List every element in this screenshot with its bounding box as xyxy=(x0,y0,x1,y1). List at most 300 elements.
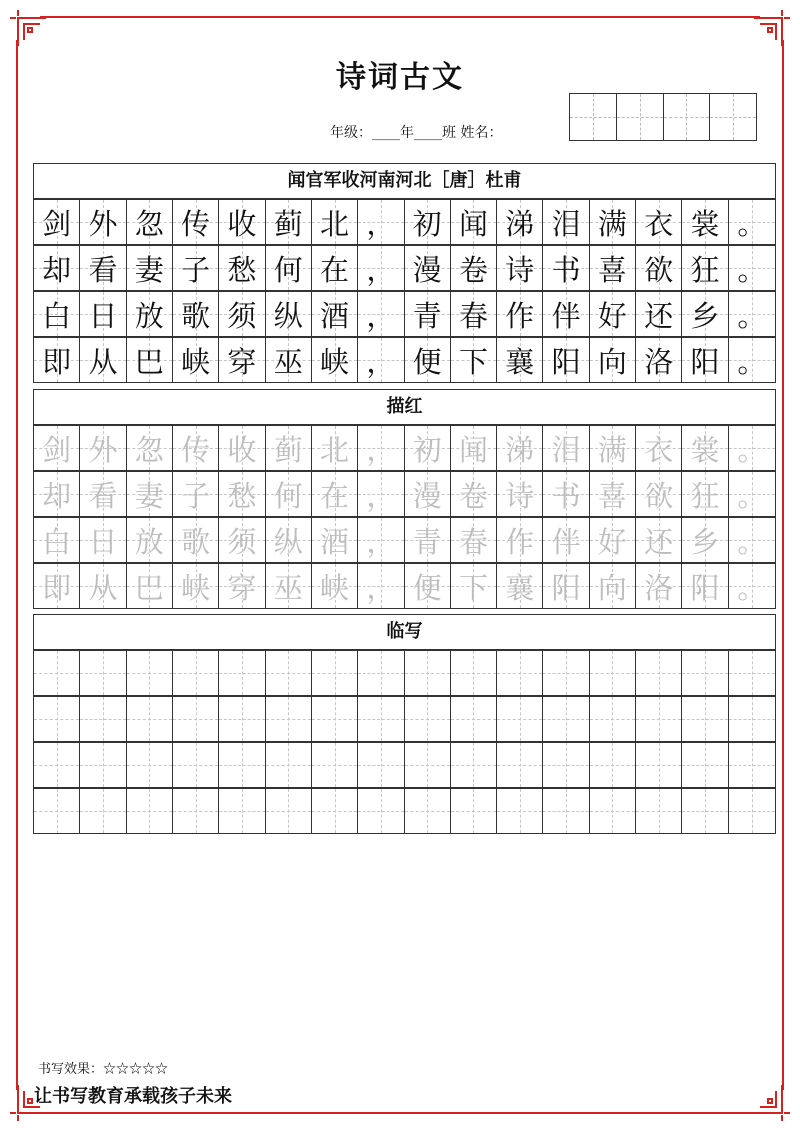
practice-cell[interactable] xyxy=(127,743,173,787)
practice-cell[interactable] xyxy=(219,743,265,787)
practice-cell[interactable] xyxy=(636,743,682,787)
poem-cell xyxy=(80,200,126,244)
practice-cell[interactable] xyxy=(451,651,497,695)
practice-cell[interactable] xyxy=(34,743,80,787)
poem-cell xyxy=(173,292,219,336)
name-cell[interactable] xyxy=(710,94,756,140)
practice-cell[interactable] xyxy=(80,789,126,833)
poem-cell xyxy=(543,246,589,290)
trace-cell-char: 。 xyxy=(737,524,767,559)
trace-cell[interactable] xyxy=(358,426,404,470)
trace-cell[interactable] xyxy=(451,472,497,516)
poem-cell xyxy=(497,338,543,382)
trace-line-row[interactable] xyxy=(33,563,776,609)
trace-cell[interactable] xyxy=(34,426,80,470)
trace-cell[interactable] xyxy=(451,564,497,608)
trace-cell[interactable] xyxy=(312,426,358,470)
trace-cell-char: 青 xyxy=(412,524,442,559)
trace-cell[interactable] xyxy=(497,426,543,470)
poem-cell-char: 巫 xyxy=(273,344,303,379)
practice-cell[interactable] xyxy=(312,743,358,787)
poem-cell-char: 歌 xyxy=(181,298,211,333)
frame-right xyxy=(782,40,784,1090)
practice-cell[interactable] xyxy=(543,651,589,695)
grade-blank[interactable]: ____ xyxy=(372,125,400,141)
poem-line-row xyxy=(33,245,776,291)
poem-cell-char: 却 xyxy=(42,252,72,287)
poem-cell xyxy=(127,246,173,290)
poem-cell-char: 须 xyxy=(227,298,257,333)
practice-cell[interactable] xyxy=(312,651,358,695)
trace-cell[interactable] xyxy=(312,472,358,516)
poem-cell-char: 峡 xyxy=(181,344,211,379)
trace-line-row[interactable] xyxy=(33,425,776,471)
class-label: 班 xyxy=(442,125,456,141)
poem-cell-char: 即 xyxy=(42,344,72,379)
trace-cell[interactable] xyxy=(219,472,265,516)
poem-cell xyxy=(173,200,219,244)
trace-cell[interactable] xyxy=(266,472,312,516)
poem-cell-char: 书 xyxy=(551,252,581,287)
trace-cell[interactable] xyxy=(451,426,497,470)
grade-label: 年级： xyxy=(330,125,372,141)
trace-cell[interactable] xyxy=(80,426,126,470)
trace-cell-char: 衣 xyxy=(644,432,674,467)
poem-cell xyxy=(636,292,682,336)
trace-cell[interactable] xyxy=(636,426,682,470)
poem-cell xyxy=(590,338,636,382)
practice-cell[interactable] xyxy=(590,789,636,833)
trace-cell-char: 。 xyxy=(737,570,767,605)
poem-cell xyxy=(729,200,775,244)
trace-cell-char: 春 xyxy=(458,524,488,559)
practice-cell[interactable] xyxy=(729,651,775,695)
name-cell[interactable] xyxy=(617,94,664,140)
poem-cell xyxy=(219,338,265,382)
trace-cell[interactable] xyxy=(219,564,265,608)
frame-left xyxy=(16,40,18,1090)
trace-cell[interactable] xyxy=(266,518,312,562)
practice-cell[interactable] xyxy=(729,743,775,787)
poem-cell-char: 裳 xyxy=(690,206,720,241)
trace-cell-char: ， xyxy=(366,570,396,605)
class-blank[interactable]: ____ xyxy=(414,125,442,141)
trace-cell[interactable] xyxy=(266,564,312,608)
practice-cell[interactable] xyxy=(312,789,358,833)
poem-cell xyxy=(34,338,80,382)
trace-cell-char: 卷 xyxy=(458,478,488,513)
poem-cell-char: 穿 xyxy=(227,344,257,379)
practice-cell[interactable] xyxy=(312,697,358,741)
poem-cell-char: 青 xyxy=(412,298,442,333)
poem-cell-char: 纵 xyxy=(273,298,303,333)
poem-cell-char: 阳 xyxy=(690,344,720,379)
trace-cell-char: 收 xyxy=(227,432,257,467)
poem-cell xyxy=(682,292,728,336)
practice-cell[interactable] xyxy=(358,743,404,787)
trace-cell-char: 伴 xyxy=(551,524,581,559)
trace-cell-char: 看 xyxy=(88,478,118,513)
poem-cell-char: 乡 xyxy=(690,298,720,333)
poem-cell-char: 初 xyxy=(412,206,442,241)
poem-cell-char: 子 xyxy=(181,252,211,287)
practice-cell[interactable] xyxy=(358,697,404,741)
poem-cell-char: 作 xyxy=(505,298,535,333)
poem-cell xyxy=(405,338,451,382)
practice-cell[interactable] xyxy=(173,743,219,787)
practice-cell[interactable] xyxy=(127,697,173,741)
poem-cell xyxy=(590,292,636,336)
poem-cell-char: 襄 xyxy=(505,344,535,379)
poem-cell-char: ， xyxy=(366,298,396,333)
poem-cell xyxy=(497,246,543,290)
poem-cell-char: 便 xyxy=(412,344,442,379)
poem-cell-char: 剑 xyxy=(42,206,72,241)
poem-cell-char: 还 xyxy=(644,298,674,333)
trace-cell-char: 还 xyxy=(644,524,674,559)
trace-cell[interactable] xyxy=(729,518,775,562)
poem-cell xyxy=(173,338,219,382)
poem-cell-char: 春 xyxy=(458,298,488,333)
trace-cell[interactable] xyxy=(543,426,589,470)
poem-cell-char: 看 xyxy=(88,252,118,287)
practice-cell[interactable] xyxy=(358,651,404,695)
poem-cell xyxy=(312,292,358,336)
trace-cell[interactable] xyxy=(405,472,451,516)
practice-row[interactable] xyxy=(33,696,776,742)
trace-cell[interactable] xyxy=(266,426,312,470)
practice-cell[interactable] xyxy=(451,789,497,833)
trace-cell-char: 书 xyxy=(551,478,581,513)
practice-cell[interactable] xyxy=(543,789,589,833)
trace-cell-char: 满 xyxy=(597,432,627,467)
practice-cell[interactable] xyxy=(636,789,682,833)
name-label: 姓名： xyxy=(460,125,503,141)
trace-cell-char: 子 xyxy=(181,478,211,513)
trace-cell-char: 外 xyxy=(88,432,118,467)
trace-cell-char: 巴 xyxy=(134,570,164,605)
trace-cell-char: 阳 xyxy=(690,570,720,605)
trace-cell[interactable] xyxy=(451,518,497,562)
trace-cell-char: 巫 xyxy=(273,570,303,605)
poem-cell xyxy=(358,246,404,290)
poem-cell xyxy=(729,338,775,382)
trace-cell-char: 漫 xyxy=(412,478,442,513)
practice-cell[interactable] xyxy=(682,651,728,695)
practice-cell[interactable] xyxy=(682,743,728,787)
poem-cell-char: 北 xyxy=(320,206,350,241)
trace-cell[interactable] xyxy=(312,518,358,562)
poem-cell xyxy=(80,292,126,336)
practice-cell[interactable] xyxy=(358,789,404,833)
poem-cell xyxy=(729,292,775,336)
trace-cell[interactable] xyxy=(34,472,80,516)
practice-heading: 临写 xyxy=(33,614,776,650)
practice-cell[interactable] xyxy=(219,697,265,741)
trace-cell-char: 阳 xyxy=(551,570,581,605)
frame-bottom xyxy=(40,1112,760,1114)
poem-cell xyxy=(266,292,312,336)
trace-cell-char: 峡 xyxy=(320,570,350,605)
practice-cell[interactable] xyxy=(34,651,80,695)
poem-line-row xyxy=(33,291,776,337)
practice-cell[interactable] xyxy=(497,651,543,695)
trace-cell-char: 欲 xyxy=(644,478,674,513)
practice-cell[interactable] xyxy=(405,743,451,787)
practice-cell[interactable] xyxy=(543,743,589,787)
poem-cell-char: 日 xyxy=(88,298,118,333)
poem-cell xyxy=(497,200,543,244)
practice-cell[interactable] xyxy=(219,651,265,695)
practice-cell[interactable] xyxy=(729,697,775,741)
poem-cell-char: ， xyxy=(366,252,396,287)
practice-cell[interactable] xyxy=(219,789,265,833)
practice-cell[interactable] xyxy=(173,697,219,741)
corner-ornament-top-right xyxy=(752,8,792,48)
trace-cell[interactable] xyxy=(636,472,682,516)
poem-cell-char: 狂 xyxy=(690,252,720,287)
poem-cell xyxy=(219,292,265,336)
poem-cell-char: 在 xyxy=(320,252,350,287)
trace-cell[interactable] xyxy=(358,564,404,608)
poem-cell-char: 下 xyxy=(458,344,488,379)
trace-cell[interactable] xyxy=(729,472,775,516)
poem-cell-char: 阳 xyxy=(551,344,581,379)
practice-cell[interactable] xyxy=(497,789,543,833)
practice-cell[interactable] xyxy=(497,697,543,741)
practice-cell[interactable] xyxy=(127,651,173,695)
poem-cell-char: 放 xyxy=(134,298,164,333)
poem-cell-char: 。 xyxy=(737,298,767,333)
trace-cell-char: 在 xyxy=(320,478,350,513)
poem-cell xyxy=(590,200,636,244)
practice-cell[interactable] xyxy=(636,651,682,695)
practice-cell[interactable] xyxy=(266,651,312,695)
practice-cell[interactable] xyxy=(590,743,636,787)
name-cell[interactable] xyxy=(570,94,617,140)
trace-cell[interactable] xyxy=(729,564,775,608)
trace-cell[interactable] xyxy=(682,518,728,562)
trace-line-row[interactable] xyxy=(33,517,776,563)
poem-cell xyxy=(405,292,451,336)
practice-cell[interactable] xyxy=(590,651,636,695)
trace-cell[interactable] xyxy=(729,426,775,470)
poem-cell-char: 漫 xyxy=(412,252,442,287)
practice-cell[interactable] xyxy=(80,743,126,787)
poem-cell-char: 蓟 xyxy=(273,206,303,241)
poem-cell xyxy=(543,338,589,382)
poem-cell-char: 白 xyxy=(42,298,72,333)
trace-cell-char: 穿 xyxy=(227,570,257,605)
practice-cell[interactable] xyxy=(405,697,451,741)
name-writing-grid[interactable] xyxy=(569,93,757,141)
trace-cell[interactable] xyxy=(219,426,265,470)
practice-cell[interactable] xyxy=(266,743,312,787)
poem-cell xyxy=(682,246,728,290)
poem-cell-char: 涕 xyxy=(505,206,535,241)
poem-cell xyxy=(34,246,80,290)
trace-cell-char: 涕 xyxy=(505,432,535,467)
poem-cell-char: 洛 xyxy=(644,344,674,379)
trace-cell[interactable] xyxy=(312,564,358,608)
trace-cell[interactable] xyxy=(405,564,451,608)
trace-cell[interactable] xyxy=(358,472,404,516)
trace-cell-char: 传 xyxy=(181,432,211,467)
poem-cell xyxy=(451,200,497,244)
trace-cell-char: 愁 xyxy=(227,478,257,513)
poem-cell xyxy=(543,292,589,336)
trace-cell[interactable] xyxy=(590,564,636,608)
trace-cell-char: 闻 xyxy=(458,432,488,467)
trace-cell[interactable] xyxy=(127,472,173,516)
name-cell[interactable] xyxy=(664,94,711,140)
corner-ornament-bottom-right xyxy=(752,1083,792,1123)
trace-cell-char: 喜 xyxy=(597,478,627,513)
practice-cell[interactable] xyxy=(543,697,589,741)
poem-cell xyxy=(636,200,682,244)
practice-cell[interactable] xyxy=(34,697,80,741)
practice-cell[interactable] xyxy=(682,789,728,833)
trace-cell-char: 北 xyxy=(320,432,350,467)
trace-cell-char: 却 xyxy=(42,478,72,513)
poem-cell-char: 。 xyxy=(737,344,767,379)
practice-row[interactable] xyxy=(33,742,776,788)
trace-cell[interactable] xyxy=(497,518,543,562)
trace-cell[interactable] xyxy=(80,564,126,608)
trace-cell-char: 须 xyxy=(227,524,257,559)
practice-row[interactable] xyxy=(33,650,776,696)
trace-cell-char: 向 xyxy=(597,570,627,605)
trace-cell-char: 蓟 xyxy=(273,432,303,467)
poem-cell xyxy=(358,200,404,244)
writing-rating: 书写效果：☆☆☆☆☆ xyxy=(38,1062,169,1077)
trace-cell[interactable] xyxy=(358,518,404,562)
poem-cell xyxy=(173,246,219,290)
frame-top xyxy=(40,16,760,18)
trace-cell-char: 诗 xyxy=(505,478,535,513)
trace-line-row[interactable] xyxy=(33,471,776,517)
poem-cell-char: ， xyxy=(366,344,396,379)
trace-cell[interactable] xyxy=(173,472,219,516)
poem-cell xyxy=(451,338,497,382)
practice-row[interactable] xyxy=(33,788,776,834)
practice-cell[interactable] xyxy=(451,743,497,787)
trace-cell-char: 裳 xyxy=(690,432,720,467)
trace-cell[interactable] xyxy=(682,564,728,608)
trace-cell[interactable] xyxy=(590,518,636,562)
poem-cell-char: 峡 xyxy=(320,344,350,379)
poem-cell-char: 伴 xyxy=(551,298,581,333)
trace-cell[interactable] xyxy=(682,472,728,516)
poem-line-row xyxy=(33,199,776,245)
practice-cell[interactable] xyxy=(34,789,80,833)
trace-cell-char: 酒 xyxy=(320,524,350,559)
practice-cell[interactable] xyxy=(80,651,126,695)
practice-cell[interactable] xyxy=(127,789,173,833)
practice-cell[interactable] xyxy=(451,697,497,741)
practice-cell[interactable] xyxy=(266,697,312,741)
trace-cell[interactable] xyxy=(34,564,80,608)
trace-cell-char: 峡 xyxy=(181,570,211,605)
trace-cell[interactable] xyxy=(80,472,126,516)
trace-cell[interactable] xyxy=(34,518,80,562)
trace-cell-char: 。 xyxy=(737,478,767,513)
poem-cell xyxy=(543,200,589,244)
trace-cell-char: 剑 xyxy=(42,432,72,467)
poem-cell-char: 忽 xyxy=(134,206,164,241)
trace-cell[interactable] xyxy=(590,472,636,516)
poem-cell-char: 好 xyxy=(597,298,627,333)
trace-cell[interactable] xyxy=(636,518,682,562)
poem-cell xyxy=(80,246,126,290)
practice-cell[interactable] xyxy=(173,651,219,695)
page-title: 诗词古文 xyxy=(336,60,464,95)
trace-cell[interactable] xyxy=(173,518,219,562)
trace-cell[interactable] xyxy=(173,426,219,470)
poem-cell xyxy=(682,338,728,382)
trace-cell-char: 日 xyxy=(88,524,118,559)
trace-cell[interactable] xyxy=(497,472,543,516)
trace-cell[interactable] xyxy=(80,518,126,562)
poem-cell xyxy=(80,338,126,382)
trace-cell[interactable] xyxy=(405,518,451,562)
practice-cell[interactable] xyxy=(80,697,126,741)
poem-cell-char: 。 xyxy=(737,252,767,287)
trace-cell-char: ， xyxy=(366,432,396,467)
trace-cell[interactable] xyxy=(405,426,451,470)
trace-cell[interactable] xyxy=(173,564,219,608)
poem-cell-char: 向 xyxy=(597,344,627,379)
practice-cell[interactable] xyxy=(405,651,451,695)
trace-cell-char: 歌 xyxy=(181,524,211,559)
poem-cell xyxy=(358,292,404,336)
trace-cell[interactable] xyxy=(682,426,728,470)
practice-cell[interactable] xyxy=(636,697,682,741)
trace-cell[interactable] xyxy=(590,426,636,470)
poem-cell xyxy=(590,246,636,290)
practice-cell[interactable] xyxy=(590,697,636,741)
poem-cell-char: 何 xyxy=(273,252,303,287)
trace-cell[interactable] xyxy=(636,564,682,608)
trace-cell-char: 便 xyxy=(412,570,442,605)
trace-cell-char: 放 xyxy=(134,524,164,559)
trace-cell-char: ， xyxy=(366,524,396,559)
practice-cell[interactable] xyxy=(173,789,219,833)
poem-cell xyxy=(266,200,312,244)
practice-cell[interactable] xyxy=(682,697,728,741)
poem-heading: 闻官军收河南河北［唐］杜甫 xyxy=(33,163,776,199)
practice-cell[interactable] xyxy=(497,743,543,787)
poem-cell xyxy=(405,246,451,290)
trace-cell[interactable] xyxy=(543,564,589,608)
poem-cell-char: 从 xyxy=(88,344,118,379)
practice-cell[interactable] xyxy=(405,789,451,833)
trace-cell[interactable] xyxy=(219,518,265,562)
trace-cell[interactable] xyxy=(127,564,173,608)
trace-cell[interactable] xyxy=(543,472,589,516)
poem-cell xyxy=(312,200,358,244)
trace-cell-char: ， xyxy=(366,478,396,513)
trace-cell[interactable] xyxy=(543,518,589,562)
practice-cell[interactable] xyxy=(266,789,312,833)
practice-cell[interactable] xyxy=(729,789,775,833)
trace-cell[interactable] xyxy=(127,426,173,470)
poem-cell xyxy=(497,292,543,336)
trace-cell[interactable] xyxy=(127,518,173,562)
trace-cell[interactable] xyxy=(497,564,543,608)
poem-cell xyxy=(219,200,265,244)
student-info-line xyxy=(330,122,502,142)
